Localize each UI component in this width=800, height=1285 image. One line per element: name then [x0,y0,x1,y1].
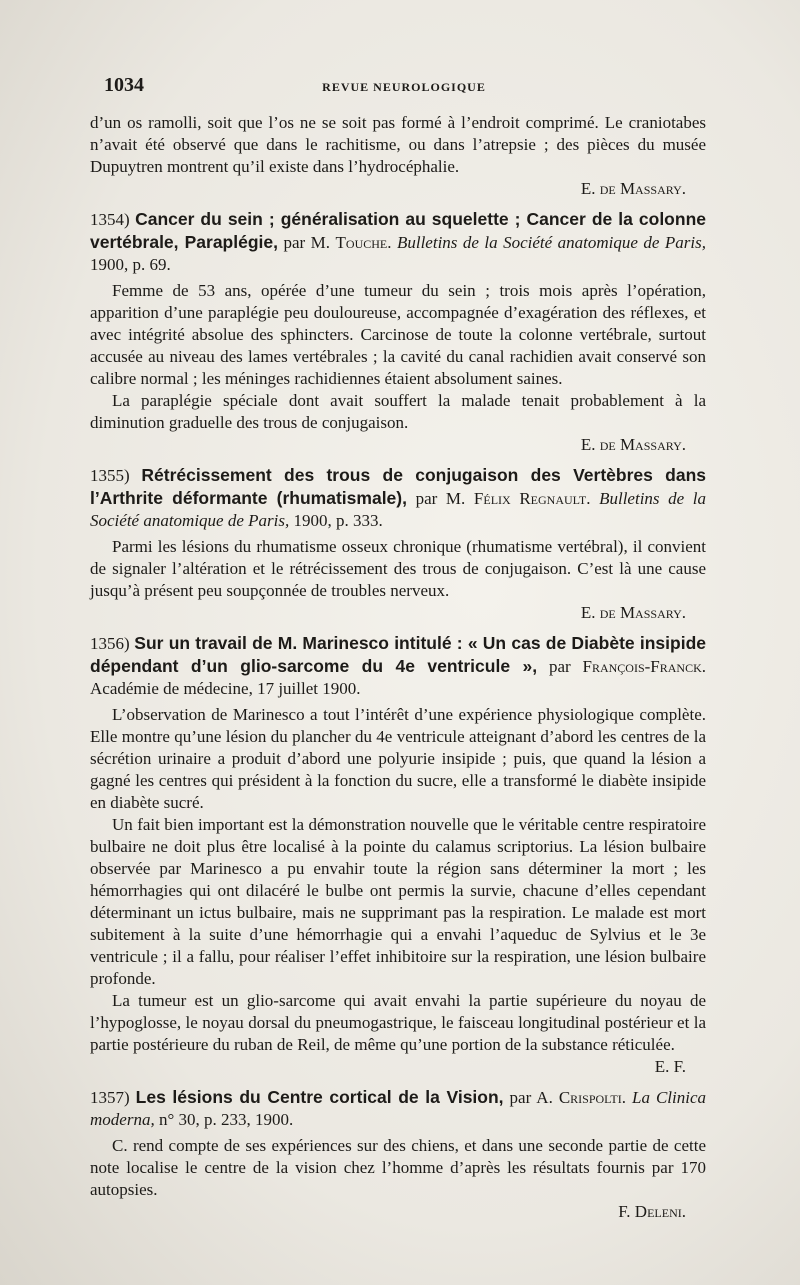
entry-paragraph: La tumeur est un glio-sarcome qui avait envahi la partie supérieure du noyau de l’hypoglosse, le noyau dorsal du pneumogastrique, le faisceau longitudinal postérieur et la partie postérieure du ruban de Reil, de même qu’une portion de la substance réticulée. [90,991,706,1054]
entry-signature: E. F. [654,1057,686,1076]
entry-signature: E. de Massary. [580,603,686,622]
entry-1356 [90,632,706,1078]
entry-1357 [90,1086,706,1223]
entry-title: Cancer du sein ; généralisation au squelette ; Cancer de la colonne vertébrale, Paraplégie, [90,209,706,252]
entry-source: La Clinica moderna, [90,1088,707,1129]
entry-number: 1357) [90,1088,130,1107]
entry-paragraph: C. rend compte de ses expériences sur des chiens, et dans une seconde partie de cette note localise le centre de la vision chez l’homme d’après les résultats fournis par 170 autopsies. [90,1136,706,1199]
entry-paragraph: Parmi les lésions du rhumatisme osseux chronique (rhumatisme vertébral), il convient de signaler l’altération et le rétrécissement des trous de conjugaison. C’est là une cause jusqu’à présent peu soupçonnée de troubles nerveux. [90,537,706,600]
intro-paragraph: d’un os ramolli, soit que l’os ne se soit pas formé à l’endroit comprimé. Le craniotabes n’avait été observé que dans le rachitisme, ou dans l’atrepsie ; des pièces du musée Dupuytren montrent qu’il existe dans l’hydrocéphalie. [90,113,706,176]
entry-1355 [90,464,706,624]
author-prefix: par [548,657,571,676]
entry-heading [90,464,706,532]
page-number: 1034 [104,74,144,96]
entry-source: Bulletins de la Société anatomique de Paris, [396,233,707,252]
entry-paragraph: L’observation de Marinesco a tout l’intérêt d’une expérience physiologique complète. Elle montre qu’une lésion du plancher du 4e ventricule atteignant d’abord les centres de la sécrétion urinaire a produit d’abord une polyurie insipide ; puis, que quand la lésion a gagné les centres qui président à la fonction du sucre, elle a transformé le diabète insipide en diabète sucré. [90,705,706,812]
running-title: REVUE NEUROLOGIQUE [322,80,486,94]
entry-title: Les lésions du Centre cortical de la Vision, [135,1087,504,1107]
entry-heading [90,208,706,276]
entry-ref: 1900, p. 69. [90,255,171,274]
entry-ref: n° 30, p. 233, 1900. [158,1110,294,1129]
entry-heading [90,632,706,700]
author-prefix: par M. [415,489,466,508]
author-prefix: par A. [509,1088,553,1107]
entry-ref: 1900, p. 333. [293,511,383,530]
entry-title: Rétrécissement des trous de conjugaison des Vertèbres dans l’Arthrite déformante (rhumatismale), [90,465,707,508]
entry-paragraph: Un fait bien important est la démonstration nouvelle que le véritable centre respiratoire bulbaire ne doit plus être localisé à la pointe du calamus scriptorius. La lésion bulbaire observée par Marinesco a pu envahir toute la région sans déterminer la mort ; les hémorrhagies qui ont dilacéré le bulbe ont permis la survie, chacune d’elles cependant déterminant un ictus bulbaire, mais ne supprimant pas la respiration. Le malade est mort subitement à la suite d’une hémorrhagie qui a envahi l’aqueduc de Sylvius et le 3e ventricule ; il a fallu, pour réaliser l’effet inhibitoire sur la respiration, une lésion bulbaire profonde. [90,815,706,988]
entry-signature: E. de Massary. [580,435,686,454]
page-header [104,74,704,98]
entry-title: Sur un travail de M. Marinesco intitulé : « Un cas de Diabète insipide dépendant d’un glio-sarcome du 4e ventricule », [90,633,706,676]
entry-paragraph: La paraplégie spéciale dont avait souffert la malade tenait probablement à la diminution graduelle des trous de conjugaison. [90,391,706,432]
entry-number: 1354) [90,210,130,229]
entry-author: Crispolti. [558,1088,626,1107]
entry-source: Bulletins de la Société anatomique de Paris, [90,489,707,530]
entry-author: Félix Regnault. [473,489,591,508]
intro-signature: E. de Massary. [580,179,686,198]
page-content [90,112,706,1223]
entry-number: 1356) [90,634,130,653]
entry-author: François-Franck. [582,657,707,676]
entry-number: 1355) [90,466,130,485]
author-prefix: par M. [283,233,331,252]
entry-signature: F. Deleni. [618,1202,686,1221]
entry-ref: Académie de médecine, 17 juillet 1900. [90,679,361,698]
entry-heading [90,1086,706,1131]
entry-author: Touche. [335,233,392,252]
entry-1354 [90,208,706,456]
entry-paragraph: Femme de 53 ans, opérée d’une tumeur du sein ; trois mois après l’opération, apparition d’une paraplégie peu douloureuse, accompagnée d’exagération des réflexes, et avec intégrité absolue des sphincters. Carcinose de toute la colonne vertébrale, surtout accusée au niveau des lames vertébrales ; la cavité du canal rachidien avait conservé son calibre normal ; les méninges rachidiennes étaient absolument saines. [90,281,706,388]
